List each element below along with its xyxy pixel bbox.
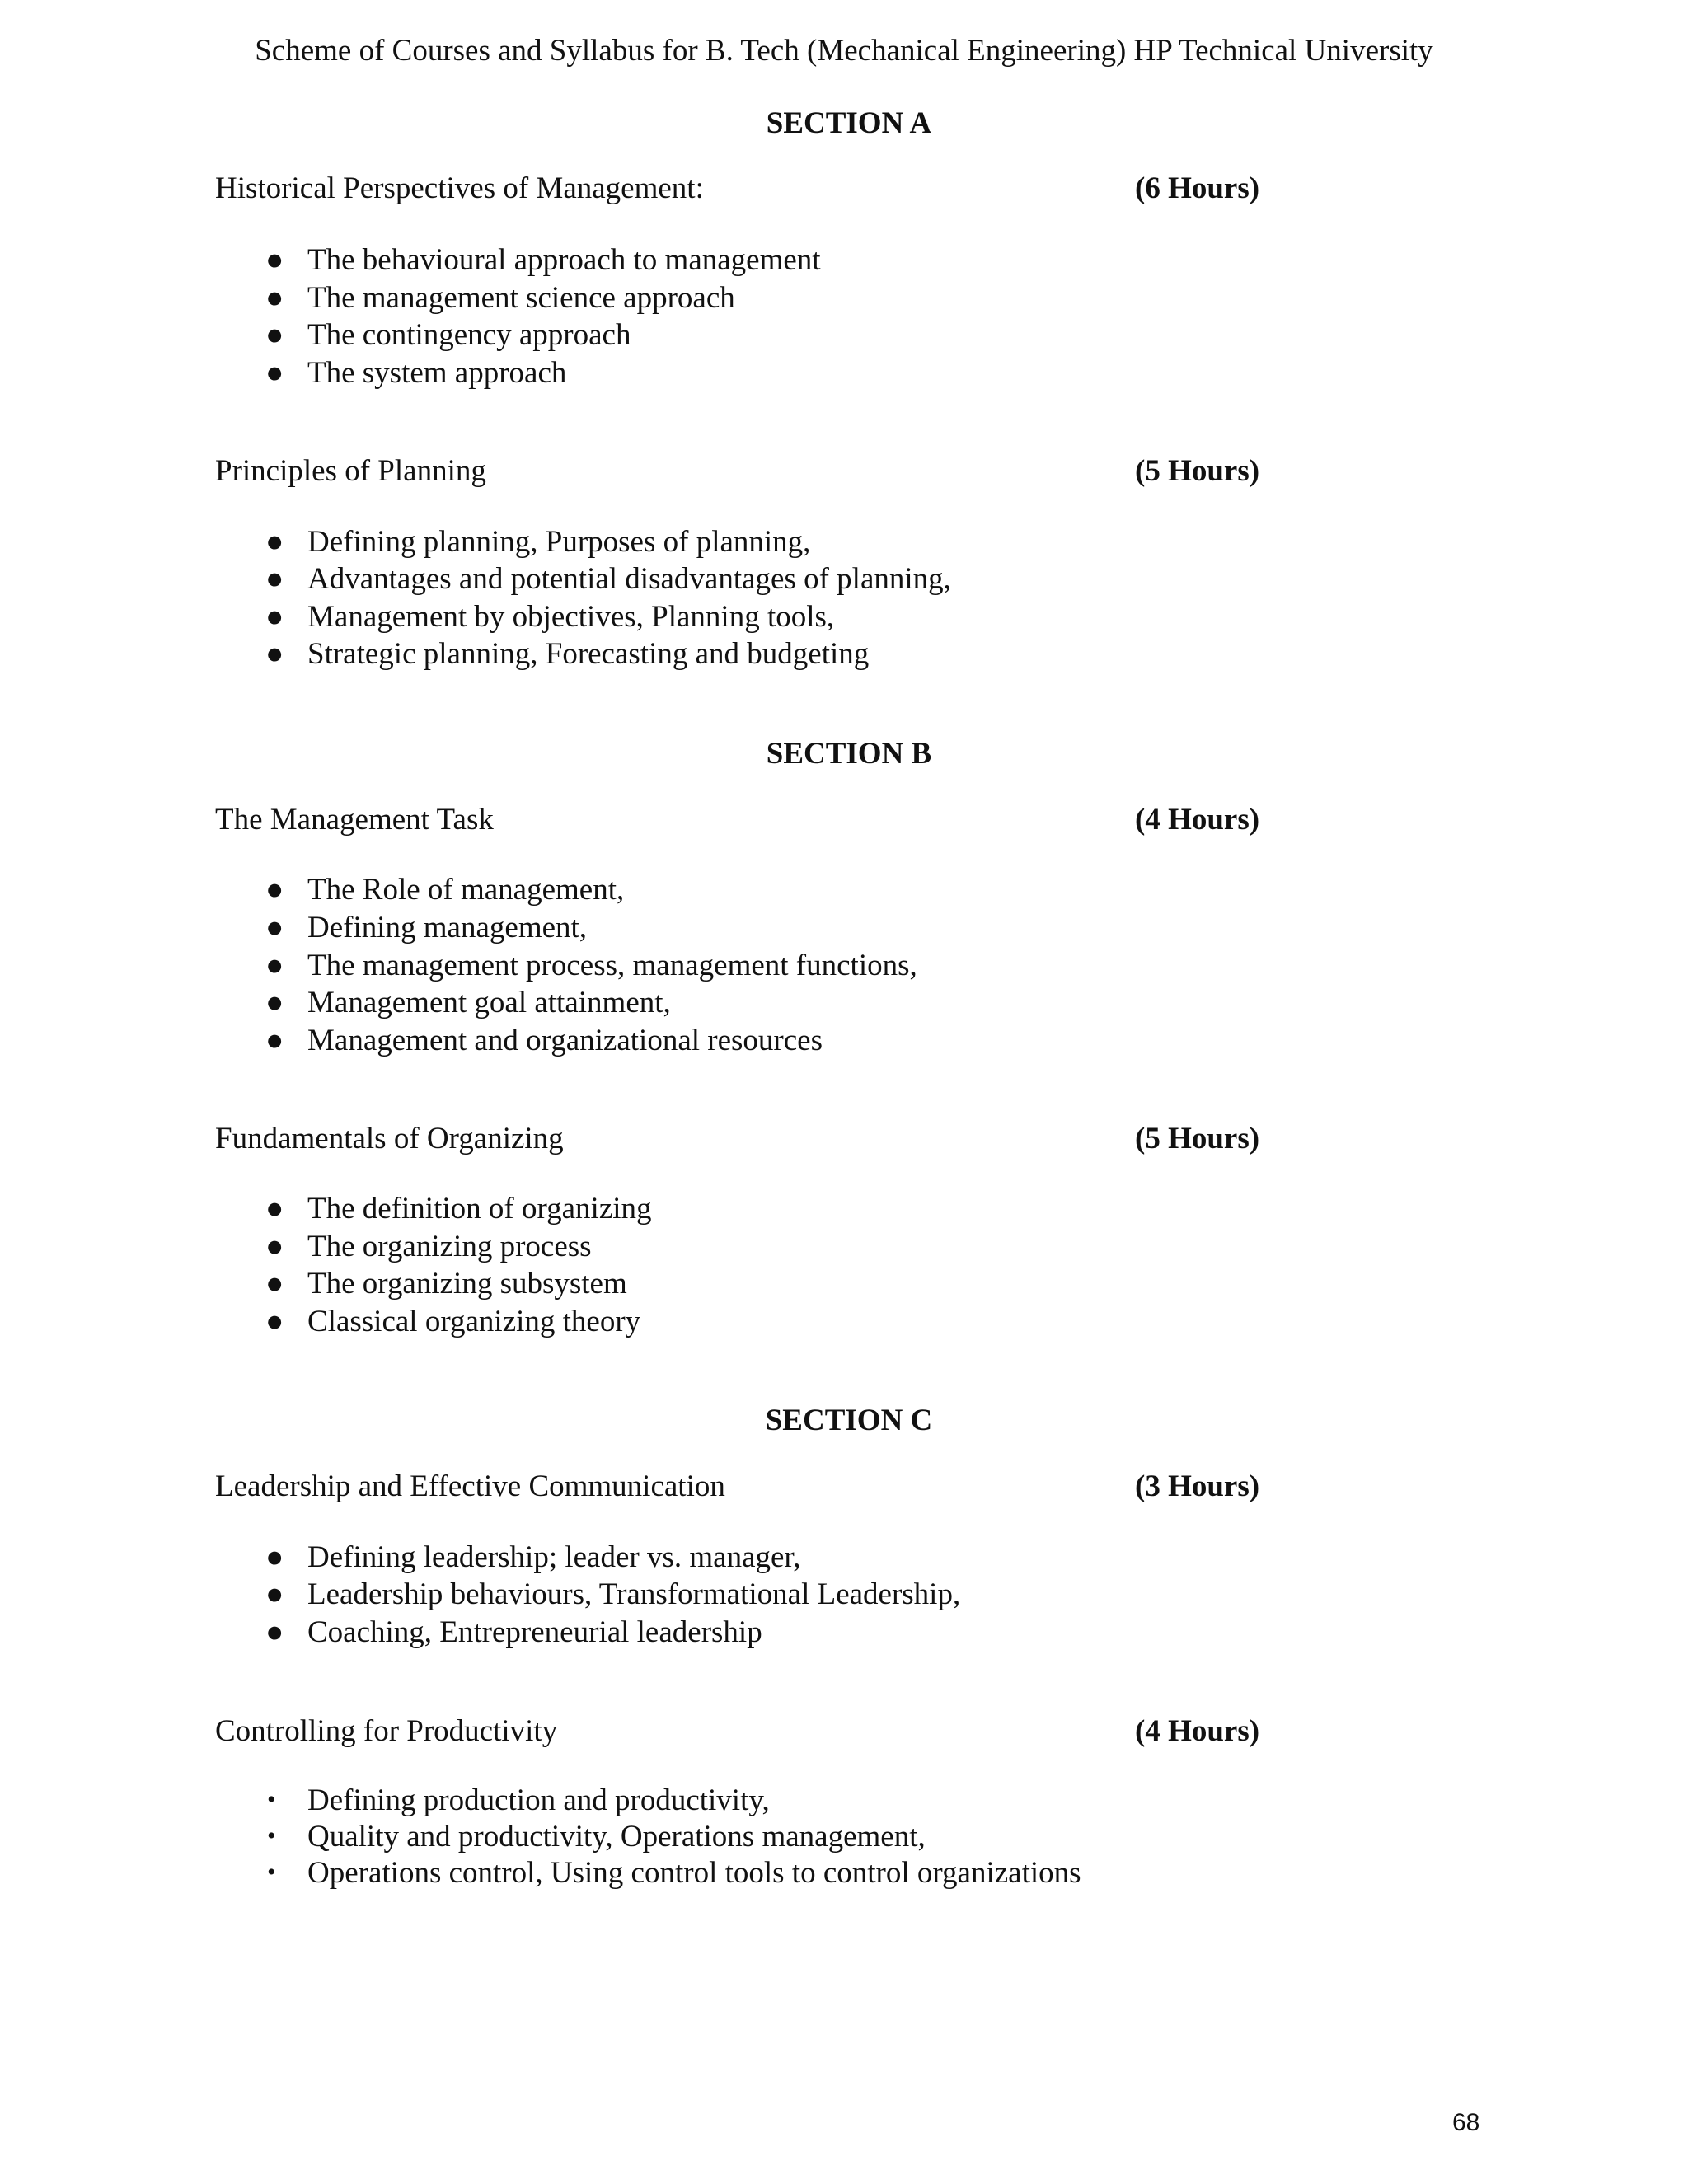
list-item-text: Classical organizing theory (307, 1305, 641, 1338)
list-item (0, 1783, 1154, 1821)
bullet-icon: • (267, 1786, 276, 1813)
list-item-text: Defining leadership; leader vs. manager, (307, 1540, 801, 1574)
topic-hours: (4 Hours) (1135, 1714, 1260, 1748)
bullet-icon: ● (265, 525, 284, 559)
section-b-title: SECTION B (766, 737, 932, 771)
list-item-text: The system approach (307, 356, 567, 390)
list-item-text: The definition of organizing (307, 1192, 652, 1226)
list-item-text: Management by objectives, Planning tools, (307, 600, 835, 634)
bullet-icon: ● (265, 873, 284, 907)
topic-title: Principles of Planning (215, 454, 486, 488)
bullet-icon: ● (265, 1267, 284, 1301)
list-item-text: The management science approach (307, 281, 735, 315)
bullet-icon: ● (265, 949, 284, 982)
list-item (0, 636, 1154, 674)
topic-hours: (6 Hours) (1135, 171, 1260, 205)
list-item-text: Quality and productivity, Operations management, (307, 1820, 926, 1854)
topic-title: The Management Task (215, 803, 494, 837)
list-item-text: Advantages and potential disadvantages of planning, (307, 562, 951, 596)
list-item (0, 1577, 1154, 1615)
bullet-icon: ● (265, 1305, 284, 1338)
bullet-icon: • (267, 1822, 276, 1849)
bullet-icon: ● (265, 1615, 284, 1649)
bullet-icon: ● (265, 1192, 284, 1226)
list-item (0, 355, 1154, 393)
topic-leadership (215, 1469, 1270, 1507)
list-item (0, 242, 1154, 280)
bullet-icon: ● (265, 356, 284, 390)
list-item-text: Coaching, Entrepreneurial leadership (307, 1615, 762, 1649)
bullet-icon: ● (265, 281, 284, 315)
list-item (0, 872, 1154, 910)
list-item (0, 561, 1154, 599)
topic-title: Historical Perspectives of Management: (215, 171, 704, 205)
list-item (0, 317, 1154, 355)
list-item (0, 1023, 1154, 1061)
bullet-icon: ● (265, 600, 284, 634)
list-item-text: Operations control, Using control tools to control organizations (307, 1856, 1081, 1890)
list-item-text: Defining planning, Purposes of planning, (307, 525, 811, 559)
list-item (0, 948, 1154, 986)
list-item (0, 1304, 1154, 1342)
list-item-text: The organizing process (307, 1230, 592, 1263)
list-item-text: The management process, management functions, (307, 949, 917, 982)
list-item-text: Defining management, (307, 911, 588, 944)
bullet-icon: ● (265, 1024, 284, 1057)
topic-controlling-for-productivity (215, 1713, 1270, 1751)
topic-title: Leadership and Effective Communication (215, 1469, 725, 1503)
section-c-title: SECTION C (765, 1404, 933, 1437)
bullet-icon: ● (265, 986, 284, 1019)
list-item (0, 1855, 1154, 1893)
list-item (0, 599, 1154, 637)
list-item-text: Management goal attainment, (307, 986, 671, 1019)
topic-hours: (4 Hours) (1135, 803, 1260, 837)
bullet-icon: ● (265, 562, 284, 596)
topic-title: Fundamentals of Organizing (215, 1122, 564, 1155)
list-item-text: Strategic planning, Forecasting and budgeting (307, 637, 870, 671)
topic-title: Controlling for Productivity (215, 1714, 558, 1748)
topic-management-task (215, 802, 1270, 840)
page-number: 68 (1452, 2109, 1480, 2136)
list-item (0, 1191, 1154, 1229)
bullet-icon: ● (265, 318, 284, 352)
document-header: Scheme of Courses and Syllabus for B. Tech (Mechanical Engineering) HP Technical University (255, 34, 1433, 68)
topic-hours: (5 Hours) (1135, 1122, 1260, 1155)
list-item (0, 1819, 1154, 1857)
list-item-text: The Role of management, (307, 873, 625, 907)
list-item (0, 1615, 1154, 1652)
list-item (0, 985, 1154, 1023)
bullet-icon: ● (265, 1577, 284, 1611)
topic-hours: (3 Hours) (1135, 1469, 1260, 1503)
list-item (0, 1229, 1154, 1267)
list-item (0, 910, 1154, 948)
bullet-icon: • (267, 1858, 276, 1886)
topic-historical-perspectives (215, 171, 1270, 209)
topic-principles-of-planning (215, 453, 1270, 491)
list-item-text: Leadership behaviours, Transformational Leadership, (307, 1577, 961, 1611)
list-item (0, 1540, 1154, 1577)
list-item-text: Defining production and productivity, (307, 1783, 770, 1817)
list-item-text: The contingency approach (307, 318, 631, 352)
section-a-title: SECTION A (766, 106, 932, 140)
list-item-text: The behavioural approach to management (307, 243, 821, 277)
topic-hours: (5 Hours) (1135, 454, 1260, 488)
bullet-icon: ● (265, 243, 284, 277)
bullet-icon: ● (265, 911, 284, 944)
list-item (0, 280, 1154, 318)
list-item (0, 1266, 1154, 1304)
list-item-text: The organizing subsystem (307, 1267, 627, 1301)
bullet-icon: ● (265, 1540, 284, 1574)
topic-fundamentals-of-organizing (215, 1121, 1270, 1159)
bullet-icon: ● (265, 1230, 284, 1263)
list-item-text: Management and organizational resources (307, 1024, 823, 1057)
list-item (0, 524, 1154, 562)
bullet-icon: ● (265, 637, 284, 671)
